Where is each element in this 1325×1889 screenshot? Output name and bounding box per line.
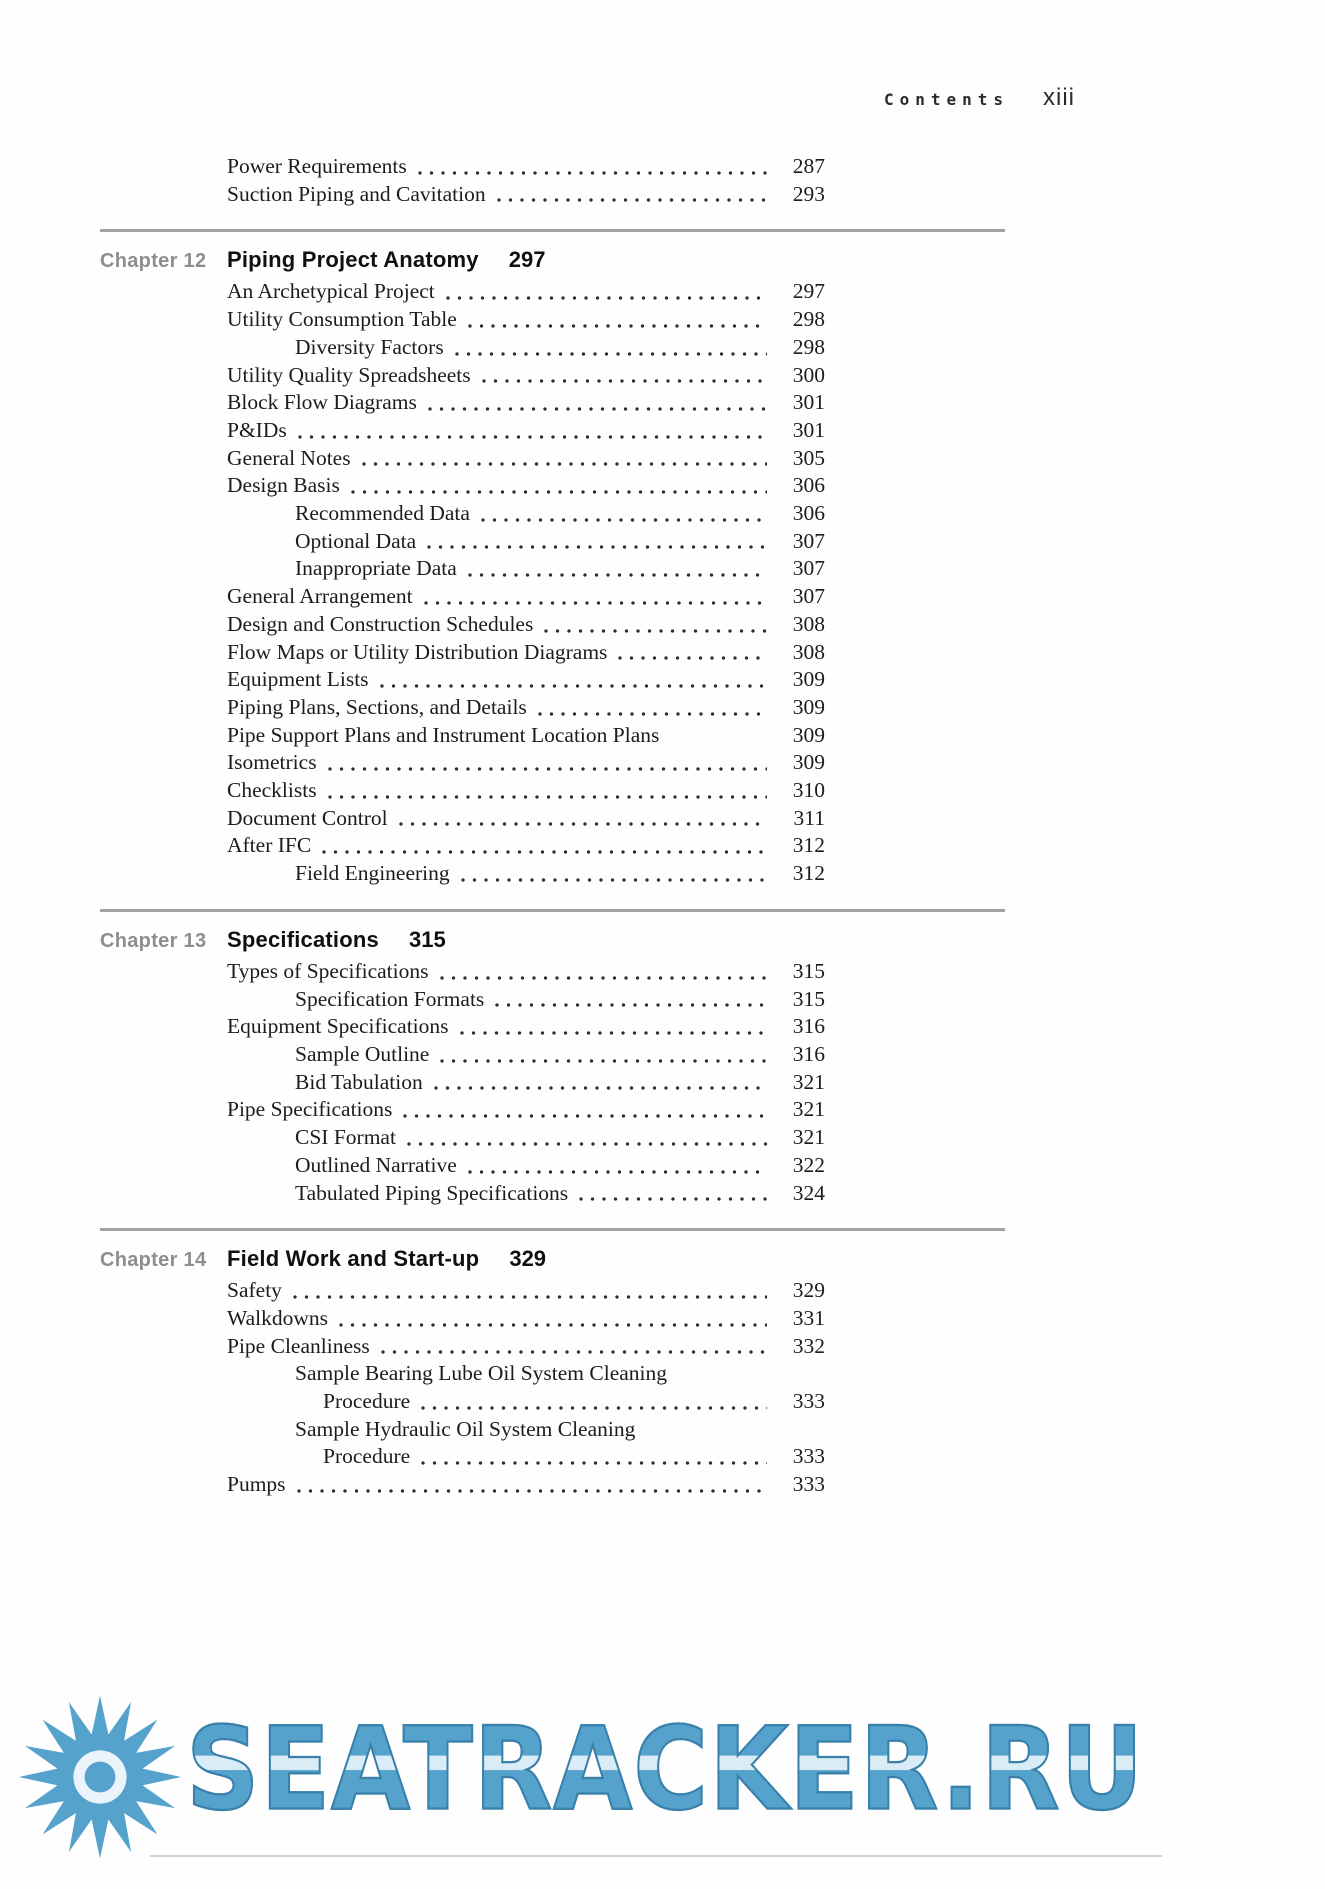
toc-entry <box>227 555 825 583</box>
dot-leader <box>468 324 767 328</box>
toc-entry-page-number: 293 <box>792 181 825 206</box>
toc-sections <box>100 153 1005 1499</box>
dot-leader <box>418 171 767 175</box>
chapter-label: Chapter 13 <box>100 929 207 952</box>
toc-entry-page-number: 321 <box>792 1125 825 1150</box>
dot-leader <box>403 1114 767 1118</box>
toc-entry-title: Diversity Factors <box>295 334 444 359</box>
toc-entry <box>227 1180 825 1208</box>
dot-leader <box>440 976 768 980</box>
toc-entry-page-number: 306 <box>792 473 825 498</box>
toc-entry-title: Utility Consumption Table <box>227 307 457 332</box>
toc-entry-title: Pipe Cleanliness <box>227 1333 370 1358</box>
watermark <box>16 1693 1144 1861</box>
dot-leader <box>461 878 767 882</box>
dot-leader <box>495 1003 767 1007</box>
dot-leader <box>618 656 767 660</box>
dot-leader <box>421 1406 767 1410</box>
dot-leader <box>427 545 767 549</box>
toc-entry <box>227 958 825 986</box>
toc-entry-title: Walkdowns <box>227 1305 328 1330</box>
toc-entry-page-number: 308 <box>792 611 825 636</box>
toc-entry <box>227 306 825 334</box>
toc-entry-title: Design and Construction Schedules <box>227 611 534 636</box>
toc-entry <box>227 1041 825 1069</box>
dot-leader <box>468 573 767 577</box>
toc-entry-title: CSI Format <box>295 1125 396 1150</box>
toc-entry-title: Recommended Data <box>295 501 470 526</box>
toc-entry <box>227 472 825 500</box>
dot-leader <box>497 198 767 202</box>
toc-entry-page-number: 329 <box>792 1278 825 1303</box>
dot-leader <box>434 1086 767 1090</box>
toc-entry <box>227 417 825 445</box>
toc-entry <box>227 1013 825 1041</box>
contents-header-label: Contents <box>883 90 1009 109</box>
toc-entry-title: An Archetypical Project <box>227 279 435 304</box>
toc-entry <box>227 860 825 888</box>
toc-entry-title: Power Requirements <box>227 154 407 178</box>
toc-entry-page-number: 324 <box>792 1180 825 1205</box>
toc-entry <box>227 445 825 473</box>
toc-entry-page-number: 297 <box>792 279 825 304</box>
toc-entry-title: Optional Data <box>295 528 417 553</box>
toc-entry <box>227 528 825 556</box>
toc-entry-title: Pipe Specifications <box>227 1097 393 1122</box>
dot-leader <box>446 296 767 300</box>
dot-leader <box>322 850 767 854</box>
toc-entry-title: Isometrics <box>227 750 317 775</box>
toc-entry-list <box>227 153 825 208</box>
toc-entry <box>227 1096 825 1124</box>
chapter-title: Field Work and Start-up <box>227 1246 480 1272</box>
toc-entry <box>227 777 825 805</box>
toc-entry-title: Sample Bearing Lube Oil System Cleaning <box>295 1361 668 1386</box>
watermark-text: SEATRACKER.RU <box>186 1703 1145 1838</box>
dot-leader <box>421 1461 767 1465</box>
dot-leader <box>455 352 767 356</box>
toc-entry-page-number: 307 <box>792 556 825 581</box>
toc-entry-title: General Arrangement <box>227 584 413 609</box>
chapter-heading <box>100 1246 1005 1272</box>
toc-entry-title: Procedure <box>323 1444 411 1469</box>
dot-leader <box>297 1489 767 1493</box>
toc-entry-page-number: 309 <box>792 722 825 747</box>
toc-entry <box>227 639 825 667</box>
toc-entry <box>227 666 825 694</box>
dot-leader <box>544 629 767 633</box>
toc-entry-title: General Notes <box>227 445 351 470</box>
toc-entry-title: Bid Tabulation <box>295 1069 423 1094</box>
toc-entry-page-number: 309 <box>792 667 825 692</box>
toc-entry <box>227 1360 825 1388</box>
toc-entry-title: Field Engineering <box>295 861 450 886</box>
toc-entry-page-number: 307 <box>792 528 825 553</box>
toc-entry-page-number: 315 <box>792 986 825 1011</box>
toc-entry <box>227 362 825 390</box>
toc-entry <box>227 1124 825 1152</box>
toc-entry <box>227 1305 825 1333</box>
dot-leader <box>339 1323 767 1327</box>
toc-entry-page-number: 312 <box>792 861 825 886</box>
toc-entry-page-number: 311 <box>793 805 825 830</box>
toc-entry <box>227 611 825 639</box>
toc-entry-title: After IFC <box>227 833 312 858</box>
dot-leader <box>407 1142 767 1146</box>
chapter-heading <box>100 927 1005 953</box>
dot-leader <box>428 407 767 411</box>
toc-entry <box>227 1471 825 1499</box>
toc-entry-title: Piping Plans, Sections, and Details <box>227 694 527 719</box>
chapter-page-number: 315 <box>408 926 446 952</box>
toc-entry-page-number: 315 <box>792 958 825 983</box>
page-folio: xiii <box>1043 84 1075 111</box>
toc-entry-page-number: 301 <box>792 417 825 442</box>
toc-entry <box>227 1152 825 1180</box>
toc-entry-title: Safety <box>227 1278 282 1303</box>
toc-entry-page-number: 331 <box>792 1305 825 1330</box>
toc-entry <box>227 500 825 528</box>
toc-entry <box>227 694 825 722</box>
toc-entry-title: Pipe Support Plans and Instrument Location Plans <box>227 722 660 747</box>
toc-entry <box>227 153 825 181</box>
toc-entry-title: Document Control <box>227 805 388 830</box>
toc-entry-page-number: 307 <box>792 584 825 609</box>
dot-leader <box>460 1031 767 1035</box>
toc-entry-page-number: 322 <box>792 1152 825 1177</box>
toc-entry <box>227 334 825 362</box>
toc-entry-title: Equipment Specifications <box>227 1014 449 1039</box>
toc-entry-title: Checklists <box>227 778 317 803</box>
chapter-label: Chapter 12 <box>100 250 207 273</box>
toc-entry-title: Tabulated Piping Specifications <box>295 1180 569 1205</box>
toc-entry-list <box>227 958 825 1207</box>
toc-entry-page-number: 312 <box>792 833 825 858</box>
chapter-page-number: 297 <box>508 247 546 273</box>
toc-entry-page-number: 321 <box>792 1097 825 1122</box>
dot-leader <box>328 767 767 771</box>
toc-entry-list <box>227 1277 825 1499</box>
toc-entry-page-number: 287 <box>792 154 825 178</box>
toc-entry-title: P&IDs <box>227 417 287 442</box>
toc-entry <box>227 805 825 833</box>
dot-leader <box>381 1350 767 1354</box>
chapter-label: Chapter 14 <box>100 1249 207 1272</box>
chapter-title: Piping Project Anatomy <box>227 247 479 273</box>
toc-entry <box>227 583 825 611</box>
section-divider-rule <box>100 229 1005 232</box>
toc-entry <box>227 181 825 209</box>
toc-entry-page-number: 305 <box>792 445 825 470</box>
toc-entry <box>227 1333 825 1361</box>
toc-entry-page-number: 310 <box>792 778 825 803</box>
dot-leader <box>440 1059 767 1063</box>
toc-entry-title: Sample Outline <box>295 1041 430 1066</box>
toc-entry-title: Equipment Lists <box>227 667 369 692</box>
dot-leader <box>579 1197 767 1201</box>
toc-entry-title: Flow Maps or Utility Distribution Diagrams <box>227 639 608 664</box>
toc-entry-title: Inappropriate Data <box>295 556 457 581</box>
toc-entry <box>227 1416 825 1444</box>
toc-entry-title: Utility Quality Spreadsheets <box>227 362 471 387</box>
dot-leader <box>298 435 767 439</box>
toc-entry-title: Block Flow Diagrams <box>227 390 417 415</box>
toc-entry-page-number: 316 <box>792 1014 825 1039</box>
toc-entry-page-number: 333 <box>792 1472 825 1497</box>
dot-leader <box>481 518 767 522</box>
toc-entry-page-number: 309 <box>792 750 825 775</box>
running-head <box>884 84 1075 112</box>
section-divider-rule <box>100 1228 1005 1231</box>
toc-entry <box>227 749 825 777</box>
toc-entry <box>227 986 825 1014</box>
toc-entry <box>227 722 825 750</box>
toc-entry <box>227 1277 825 1305</box>
chapter-page-number: 329 <box>509 1246 547 1272</box>
dot-leader <box>538 712 767 716</box>
toc-entry-page-number: 309 <box>792 694 825 719</box>
dot-leader <box>362 462 767 466</box>
toc-entry-page-number: 308 <box>792 639 825 664</box>
toc-entry-page-number: 316 <box>792 1041 825 1066</box>
toc-entry-title: Outlined Narrative <box>295 1152 457 1177</box>
toc-entry-page-number: 301 <box>792 390 825 415</box>
toc-entry-page-number: 298 <box>792 334 825 359</box>
chapter-heading <box>100 247 1005 273</box>
toc-entry-page-number: 298 <box>792 307 825 332</box>
dot-leader <box>399 822 767 826</box>
toc-entry-page-number: 332 <box>792 1333 825 1358</box>
toc-entry-page-number: 333 <box>792 1389 825 1414</box>
toc-entry <box>227 1443 825 1471</box>
toc-entry-title: Specification Formats <box>295 986 485 1011</box>
dot-leader <box>468 1170 767 1174</box>
toc-entry-page-number: 321 <box>792 1069 825 1094</box>
toc-entry <box>227 278 825 306</box>
toc-entry-title: Suction Piping and Cavitation <box>227 181 486 206</box>
toc-entry <box>227 389 825 417</box>
toc-entry-title: Procedure <box>323 1389 411 1414</box>
dot-leader <box>482 379 767 383</box>
dot-leader <box>328 795 767 799</box>
toc-entry-title: Pumps <box>227 1472 286 1497</box>
section-divider-rule <box>100 909 1005 912</box>
toc-entry-list <box>227 278 825 887</box>
chapter-title: Specifications <box>227 926 379 952</box>
toc-entry <box>227 1388 825 1416</box>
toc-entry-page-number: 300 <box>792 362 825 387</box>
dot-leader <box>380 684 767 688</box>
toc-entry <box>227 1069 825 1097</box>
dot-leader <box>293 1295 767 1299</box>
sun-icon <box>16 1693 184 1861</box>
toc-entry-page-number: 306 <box>792 501 825 526</box>
toc-entry-title: Sample Hydraulic Oil System Cleaning <box>295 1416 636 1441</box>
dot-leader <box>424 601 767 605</box>
toc-entry-title: Design Basis <box>227 473 340 498</box>
dot-leader <box>351 490 767 494</box>
toc-entry <box>227 832 825 860</box>
toc-entry-title: Types of Specifications <box>227 958 429 983</box>
toc-entry-page-number: 333 <box>792 1444 825 1469</box>
